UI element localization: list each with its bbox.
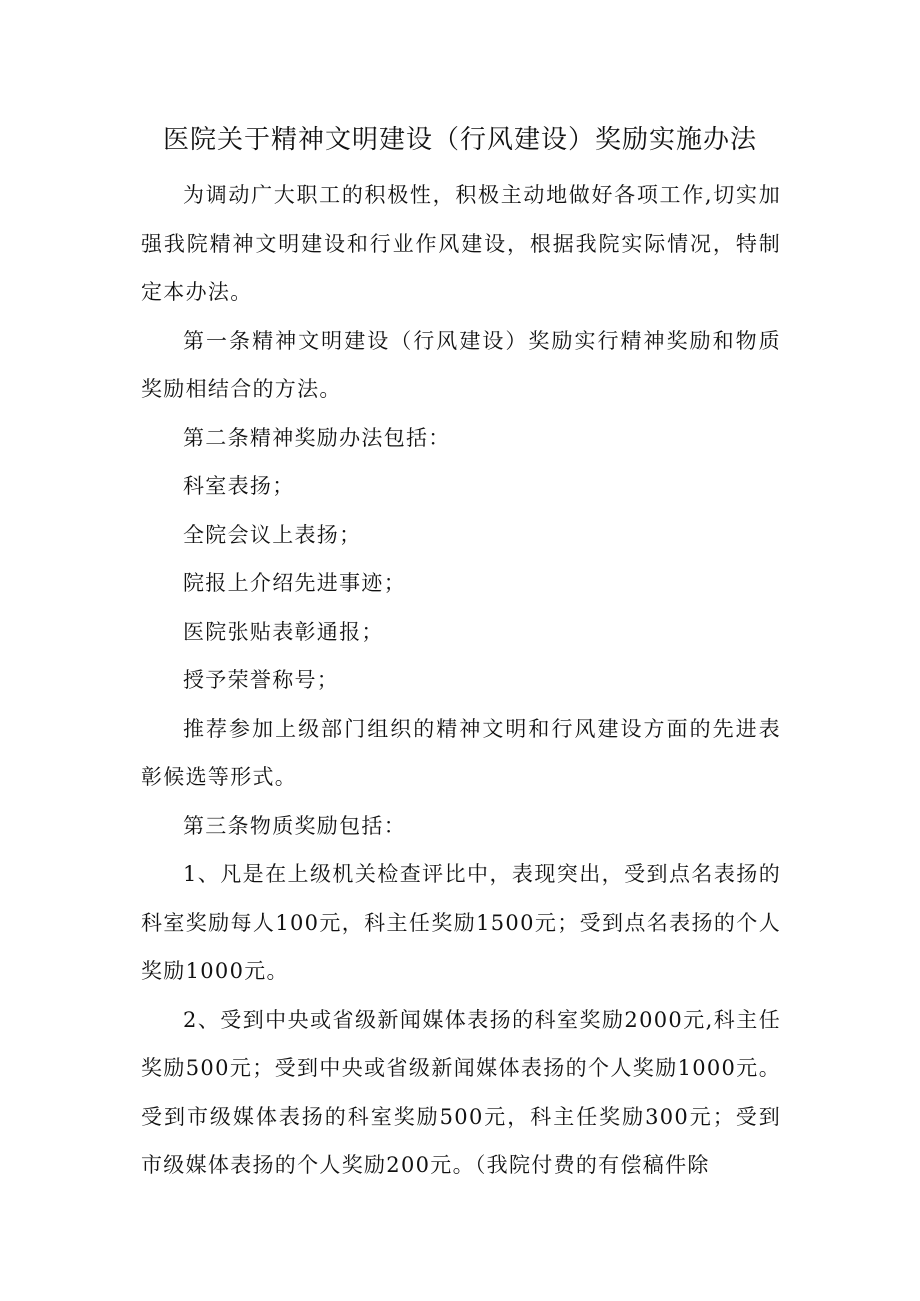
paragraph-article-2: 第二条精神奖励办法包括： [183,425,451,450]
document-body [141,171,781,1190]
paragraph-article-1: 第一条精神文明建设（行风建设）奖励实行精神奖励和物质奖励相结合的方法。 [141,328,781,401]
paragraph-article-3: 第三条物质奖励包括： [183,813,406,838]
paragraph-material-reward-1: 1、凡是在上级机关检查评比中，表现突出，受到点名表扬的科室奖励每人100元，科主任奖励1500元；受到点名表扬的个人奖励1000元。 [141,862,781,983]
list-item-newsletter-feature: 院报上介绍先进事迹； [183,571,406,595]
list-item-meeting-praise: 全院会议上表扬； [183,522,362,547]
list-item-recommendation: 推荐参加上级部门组织的精神文明和行风建设方面的先进表彰候选等形式。 [141,716,781,789]
paragraph-intro: 为调动广大职工的积极性，积极主动地做好各项工作,切实加强我院精神文明建设和行业作风建设，根据我院实际情况，特制定本办法。 [141,183,781,304]
list-item-department-praise: 科室表扬； [183,474,295,498]
document-title: 医院关于精神文明建设（行风建设）奖励实施办法 [162,125,757,155]
list-item-commendation-notice: 医院张贴表彰通报； [183,619,384,644]
list-item-honorary-title: 授予荣誉称号； [183,668,340,692]
paragraph-material-reward-2: 2、受到中央或省级新闻媒体表扬的科室奖励2000元,科主任奖励500元；受到中央或省级新闻媒体表扬的个人奖励1000元。受到市级媒体表扬的科室奖励500元，科主任奖励300元；受到市级媒体表扬的个人奖励200元。（我院付费的有偿稿件除 [141,1007,781,1177]
